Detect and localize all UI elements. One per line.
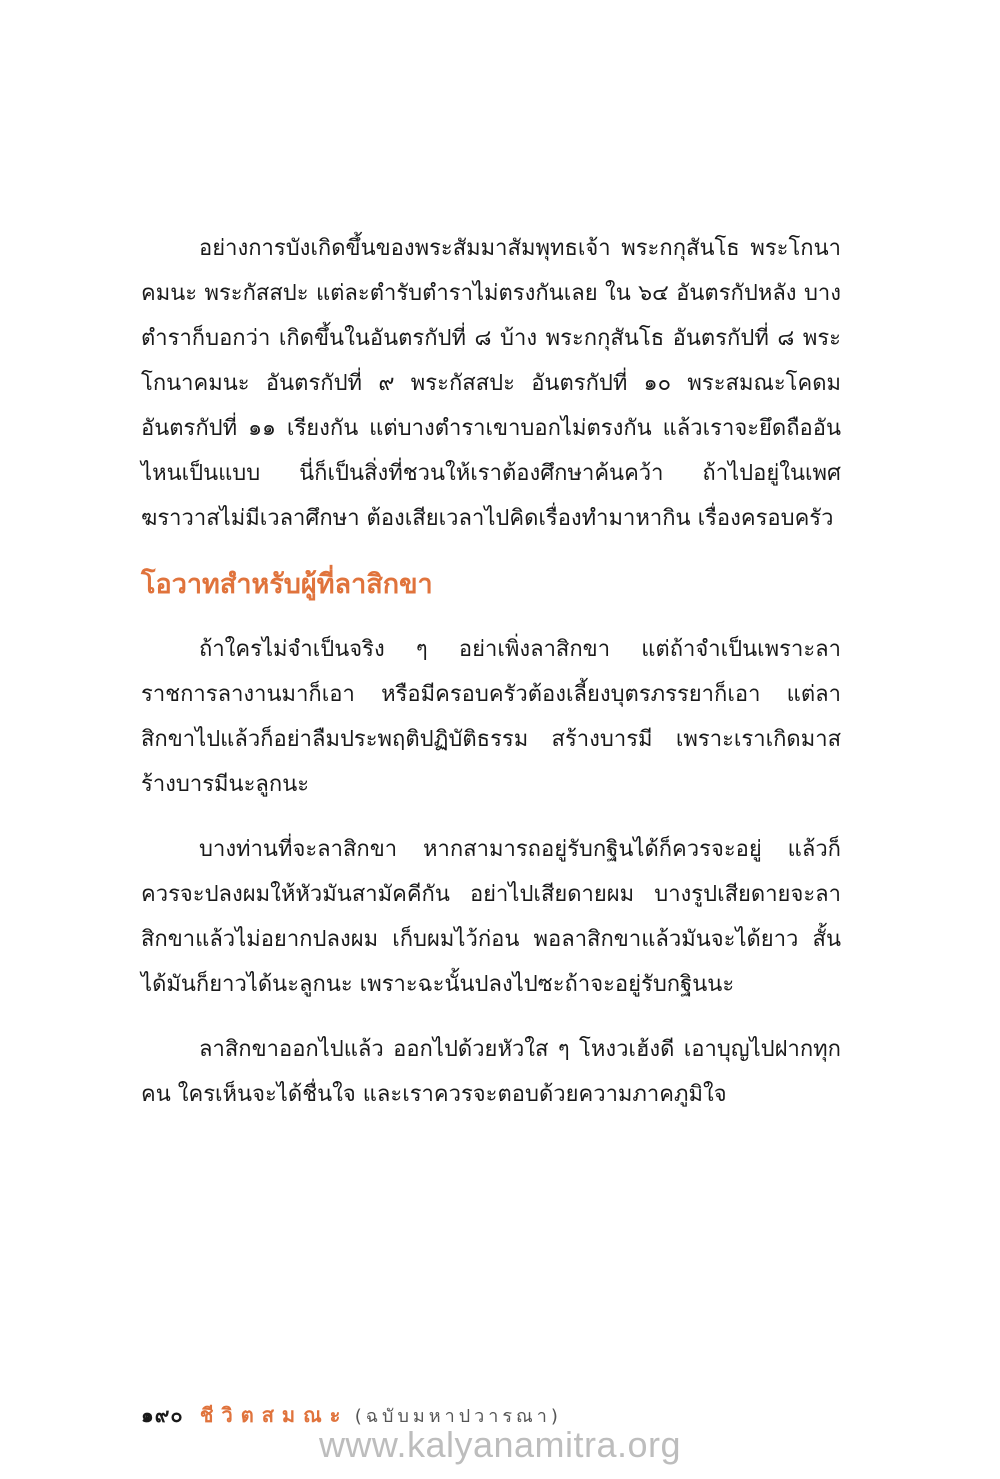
page-number: ๑๙๐ (141, 1403, 184, 1427)
body-paragraph: อย่างการบังเกิดขึ้นของพระสัมมาสัมพุทธเจ้า พระกกุสันโธ พระโกนาคมนะ พระกัสสปะ แต่ละตำรับตำราไม่ตรงกันเลย ใน ๖๔ อันตรกัปหลัง บางตำราก็บอกว่า เกิดขึ้นในอันตรกัปที่ ๘ บ้าง พระกกุสันโธ อันตรกัปที่ ๘ พระโกนาคมนะ อันตรกัปที่ ๙ พระกัสสปะ อันตรกัปที่ ๑๐ พระสมณะโคดม อันตรกัปที่ ๑๑ เรียงกัน แต่บางตำราเขาบอกไม่ตรงกัน แล้วเราจะยึดถืออันไหนเป็นแบบ นี่ก็เป็นสิ่งที่ชวนให้เราต้องศึกษาค้นคว้า ถ้าไปอยู่ในเพศฆราวาสไม่มีเวลาศึกษา ต้องเสียเวลาไปคิดเรื่องทำมาหากิน เรื่องครอบครัว (141, 236, 841, 531)
page-body (141, 226, 841, 1117)
section-heading: โอวาทสำหรับผู้ที่ลาสิกขา (141, 569, 433, 600)
body-paragraph: ลาสิกขาออกไปแล้ว ออกไปด้วยหัวใส ๆ โหงวเฮ้งดี เอาบุญไปฝากทุกคน ใครเห็นจะได้ชื่นใจ และเราควรจะตอบด้วยความภาคภูมิใจ (141, 1037, 841, 1107)
body-paragraph: บางท่านที่จะลาสิกขา หากสามารถอยู่รับกฐินได้ก็ควรจะอยู่ แล้วก็ควรจะปลงผมให้หัวมันสามัคคีกัน อย่าไปเสียดายผม บางรูปเสียดายจะลาสิกขาแล้วไม่อยากปลงผม เก็บผมไว้ก่อน พอลาสิกขาแล้วมันจะได้ยาว สั้นได้มันก็ยาวได้นะลูกนะ เพราะฉะนั้นปลงไปซะถ้าจะอยู่รับกฐินนะ (141, 837, 841, 997)
book-title: ชีวิตสมณะ (199, 1403, 349, 1427)
edition-label: (ฉบับมหาปวารณา) (354, 1406, 562, 1427)
watermark-url: www.kalyanamitra.org (318, 1424, 682, 1465)
body-paragraph: ถ้าใครไม่จำเป็นจริง ๆ อย่าเพิ่งลาสิกขา แต่ถ้าจำเป็นเพราะลาราชการลางานมาก็เอา หรือมีครอบครัวต้องเลี้ยงบุตรภรรยาก็เอา แต่ลาสิกขาไปแล้วก็อย่าลืมประพฤติปฏิบัติธรรม สร้างบารมี เพราะเราเกิดมาสร้างบารมีนะลูกนะ (141, 637, 841, 797)
